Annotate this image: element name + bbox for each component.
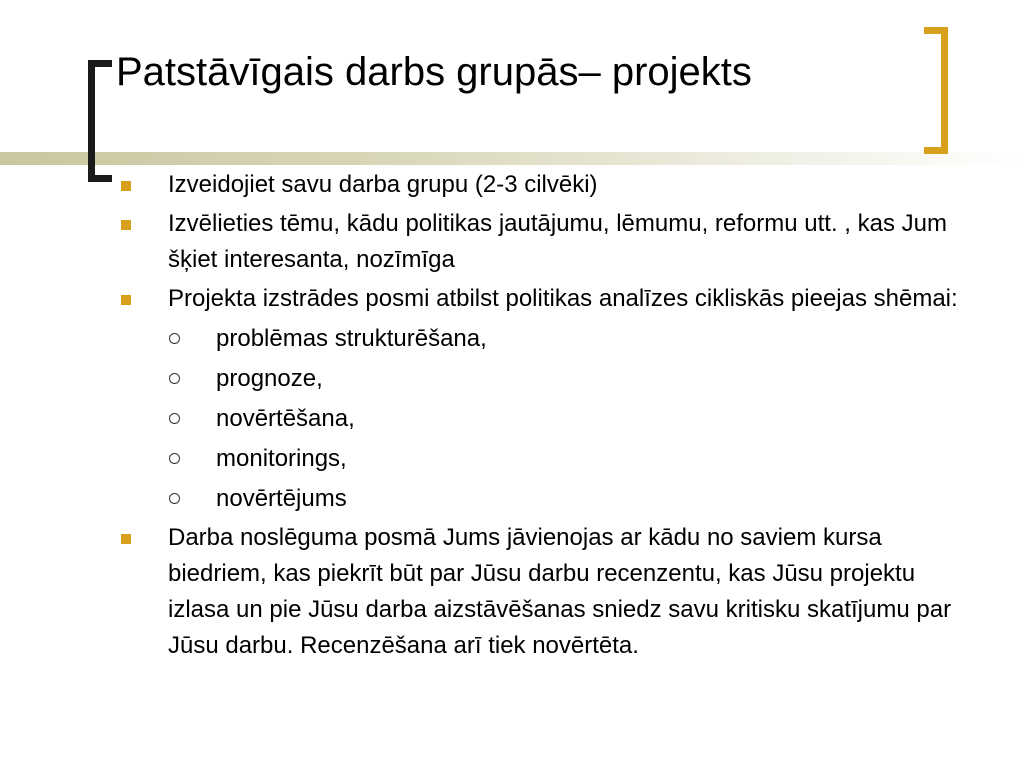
circle-bullet-icon: [169, 373, 180, 384]
bullet-list: [116, 164, 966, 664]
square-bullet-icon: [121, 181, 131, 191]
sub-list-item-text: prognoze,: [216, 365, 323, 392]
list-item-text: Izveidojiet savu darba grupu (2-3 cilvēki): [168, 171, 598, 198]
slide-title: Patstāvīgais darbs grupās– projekts: [116, 50, 752, 94]
square-bullet-icon: [121, 295, 131, 305]
square-bullet-icon: [121, 220, 131, 230]
sub-list-item-text: monitorings,: [216, 445, 347, 472]
list-item: [116, 206, 966, 278]
sub-list-item-text: novērtējums: [216, 485, 347, 512]
sub-list-item-text: problēmas strukturēšana,: [216, 325, 487, 352]
square-bullet-icon: [121, 534, 131, 544]
list-item: [116, 167, 966, 203]
sub-list-item: [116, 321, 966, 357]
list-item-text: Izvēlieties tēmu, kādu politikas jautājumu, lēmumu, reformu utt. , kas Jum šķiet interesanta, nozīmīga: [168, 210, 947, 273]
circle-bullet-icon: [169, 333, 180, 344]
sub-list-item: [116, 361, 966, 397]
sub-list-item: [116, 401, 966, 437]
list-item: [116, 281, 966, 317]
left-bracket-decoration: [88, 60, 112, 182]
circle-bullet-icon: [169, 453, 180, 464]
sub-list-item: [116, 441, 966, 477]
list-item-text: Projekta izstrādes posmi atbilst politikas analīzes cikliskās pieejas shēmai:: [168, 285, 958, 312]
list-item: [116, 520, 966, 664]
sub-list-item: [116, 481, 966, 517]
list-item-text: Darba noslēguma posmā Jums jāvienojas ar kādu no saviem kursa biedriem, kas piekrīt būt par Jūsu darbu recenzentu, kas Jūsu projektu izlasa un pie Jūsu darba aizstāvēšanas sniedz savu kritisku skatījumu par Jūsu darbu. Recenzēšana arī tiek novērtēta.: [168, 524, 952, 659]
circle-bullet-icon: [169, 413, 180, 424]
circle-bullet-icon: [169, 493, 180, 504]
right-bracket-decoration: [924, 27, 948, 154]
sub-list-item-text: novērtēšana,: [216, 405, 355, 432]
